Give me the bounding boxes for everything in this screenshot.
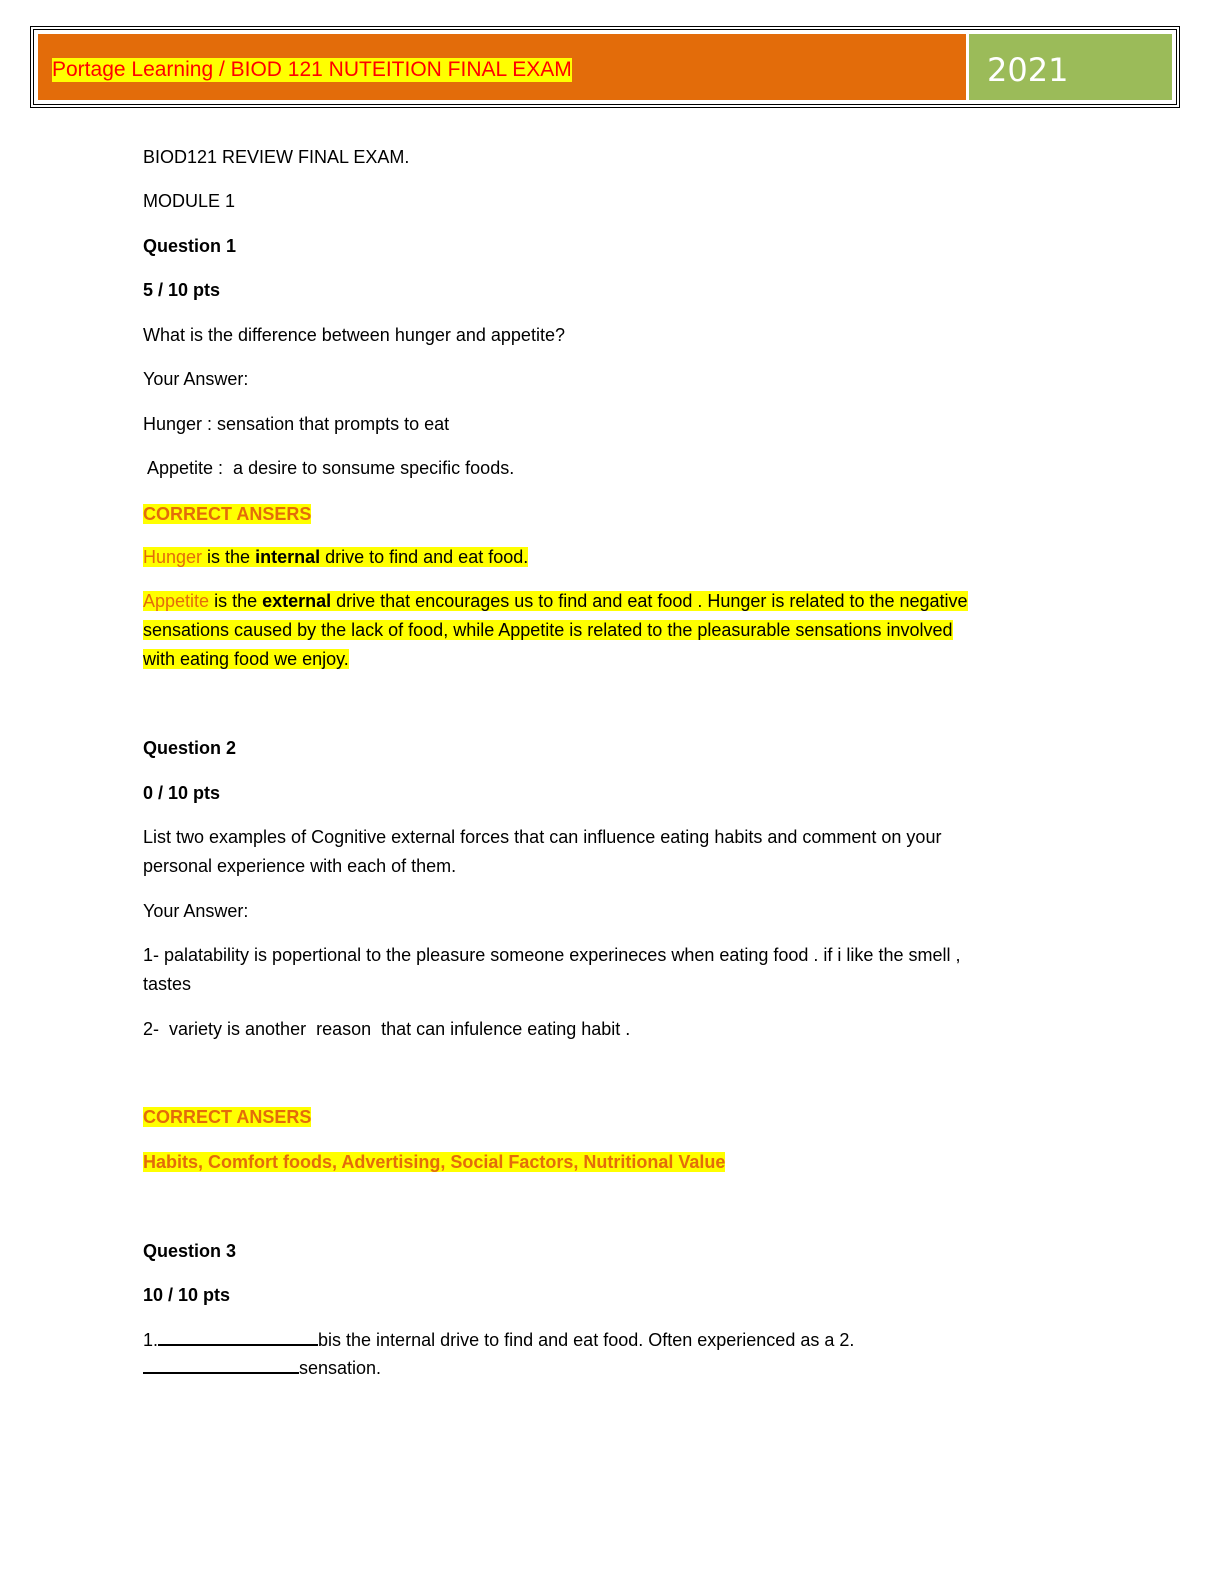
question-1-correct-label <box>143 500 311 529</box>
question-2-answer-1-line-1: 1- palatability is popertional to the pleasure someone experineces when eating food . if i like the smell , <box>143 945 961 965</box>
module-label: MODULE 1 <box>143 191 236 211</box>
internal-term: internal <box>255 547 321 567</box>
header-year: 2021 <box>987 51 1069 89</box>
blank-number-1: 1. <box>143 1330 159 1350</box>
text-span: with eating food we enjoy. <box>143 649 349 669</box>
question-1-answer-line-1: Hunger : sensation that prompts to eat <box>143 414 450 434</box>
question-2-answer-1-line-2: tastes <box>143 974 192 994</box>
correct-answers-label: CORRECT ANSERS <box>143 504 312 524</box>
highlight-span <box>143 547 528 567</box>
question-2-prompt-line-2: personal experience with each of them. <box>143 856 457 876</box>
question-3-line-2-text: sensation. <box>299 1358 382 1378</box>
text-span: drive that encourages us to find and eat food . Hunger is related to the negative <box>331 591 968 611</box>
question-1-correct-line-1 <box>143 543 528 572</box>
highlight-span <box>143 591 968 611</box>
text-span: sensations caused by the lack of food, while Appetite is related to the pleasurable sensations involved <box>143 620 953 640</box>
question-2-label: Question 2 <box>143 738 237 758</box>
text-span: is the <box>209 591 263 611</box>
question-1-prompt: What is the difference between hunger and appetite? <box>143 325 565 345</box>
question-2-prompt-line-1: List two examples of Cognitive external forces that can influence eating habits and comment on your <box>143 827 942 847</box>
header-title: Portage Learning / BIOD 121 NUTEITION FINAL EXAM <box>52 58 572 81</box>
appetite-term: Appetite <box>143 591 210 611</box>
question-2-correct-label <box>143 1103 311 1132</box>
question-3-label: Question 3 <box>143 1241 237 1261</box>
question-1-your-answer-label: Your Answer: <box>143 369 249 389</box>
question-1-answer-line-2: Appetite : a desire to sonsume specific foods. <box>143 458 515 478</box>
question-2-your-answer-label: Your Answer: <box>143 901 249 921</box>
question-1-score: 5 / 10 pts <box>143 280 221 300</box>
correct-answers-list: Habits, Comfort foods, Advertising, Social Factors, Nutritional Value <box>143 1152 726 1172</box>
question-1-correct-line-2 <box>143 587 968 616</box>
header-year-cell <box>969 34 1172 100</box>
question-2-score: 0 / 10 pts <box>143 783 221 803</box>
question-1-correct-line-3 <box>143 616 953 645</box>
question-3-line-2 <box>143 1354 381 1383</box>
question-3-score: 10 / 10 pts <box>143 1285 231 1305</box>
fill-in-blank-1 <box>158 1326 318 1346</box>
header-title-cell <box>38 34 969 100</box>
question-2-answer-2: 2- variety is another reason that can infulence eating habit . <box>143 1019 631 1039</box>
text-span: is the <box>202 547 256 567</box>
question-1-label: Question 1 <box>143 236 237 256</box>
fill-in-blank-2 <box>143 1354 299 1374</box>
correct-answers-label: CORRECT ANSERS <box>143 1107 312 1127</box>
header-banner <box>30 26 1180 108</box>
question-2-correct-text <box>143 1148 725 1177</box>
document-heading: BIOD121 REVIEW FINAL EXAM. <box>143 147 410 167</box>
text-span: drive to find and eat food. <box>320 547 529 567</box>
question-1-correct-line-4 <box>143 645 349 674</box>
question-3-line-1 <box>143 1326 854 1355</box>
hunger-term: Hunger <box>143 547 203 567</box>
external-term: external <box>262 591 332 611</box>
question-3-line-1-text: bis the internal drive to find and eat food. Often experienced as a 2. <box>318 1330 855 1350</box>
